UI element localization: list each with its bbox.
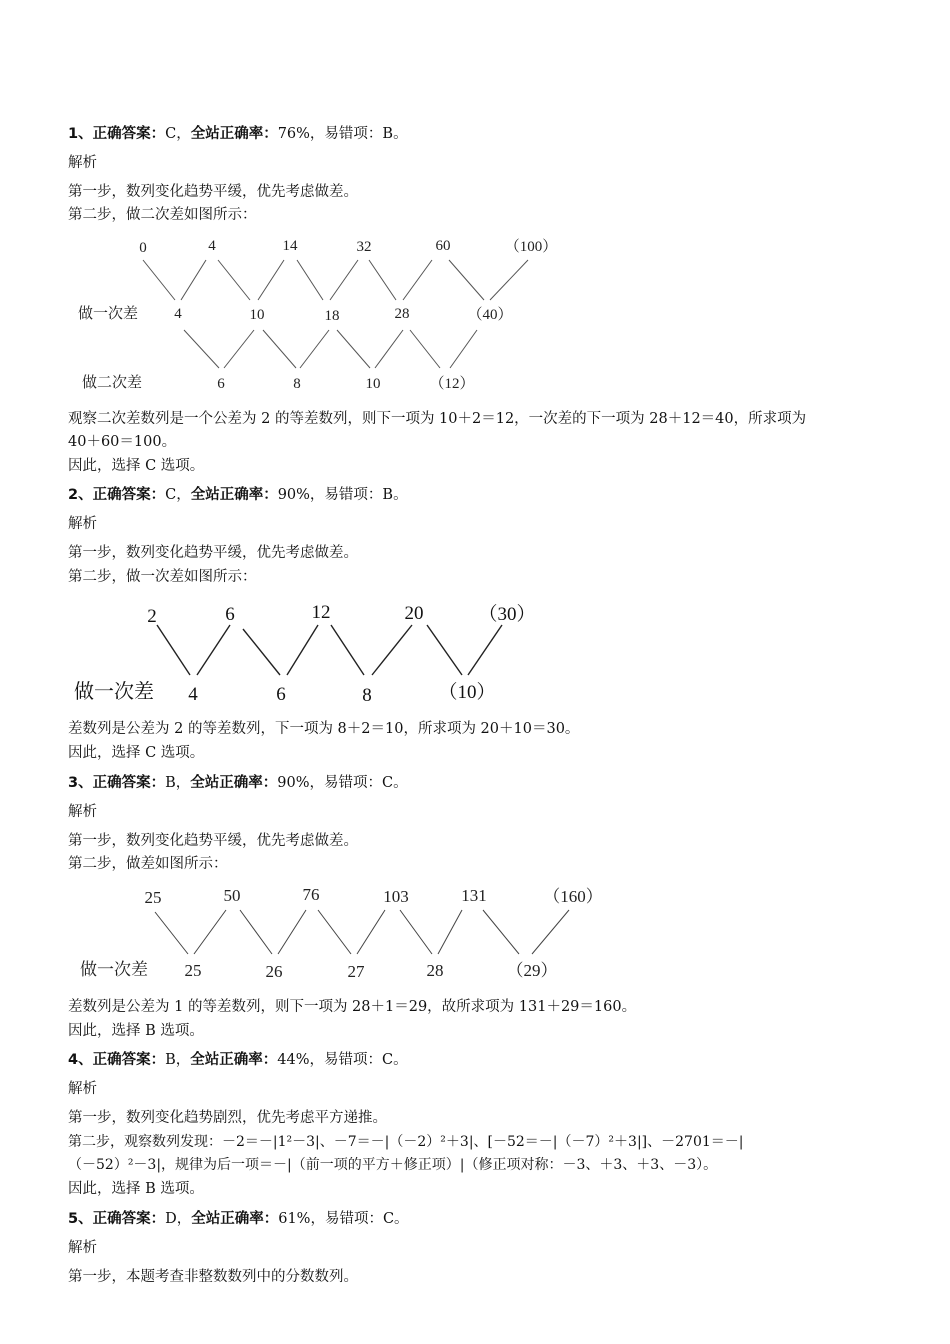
q1-step2: 第二步，做二次差如图所示： xyxy=(68,207,257,223)
q3-row0-term: 50 xyxy=(223,886,241,905)
q2-analysis-title: 解析 xyxy=(68,516,97,532)
q1-row0-term: 0 xyxy=(139,240,147,256)
q3-difference-diagram xyxy=(0,880,950,985)
q2-row1-term: 6 xyxy=(276,684,286,705)
q1-row1-term: 10 xyxy=(249,307,265,323)
q5-answer-label: 正确答案： xyxy=(92,1211,166,1227)
q1-row2-term: 8 xyxy=(293,376,301,392)
q3-row0-term: 131 xyxy=(461,886,487,905)
q2-row0-term: 20 xyxy=(404,603,424,624)
q1-conclusion: 因此，选择 C 选项。 xyxy=(68,458,205,474)
q3-conclusion: 因此，选择 B 选项。 xyxy=(68,1023,204,1039)
q5-analysis-title: 解析 xyxy=(68,1240,97,1256)
q4-answer-label: 正确答案： xyxy=(92,1052,166,1068)
q1-answer: C， xyxy=(165,126,191,142)
q4-number: 4、 xyxy=(68,1052,93,1068)
q2-row1-term: 4 xyxy=(188,684,198,705)
q3-rate: 90%，易错项：C。 xyxy=(277,775,408,791)
q3-step2: 第二步，做差如图所示： xyxy=(68,856,228,872)
q1-row0-term: 32 xyxy=(356,239,372,255)
q3-row1-term: 25 xyxy=(184,961,202,980)
q3-analysis-title: 解析 xyxy=(68,804,97,820)
q2-step2: 第二步，做一次差如图所示： xyxy=(68,569,257,585)
q1-header xyxy=(68,124,408,144)
q1-second-diff-label: 做二次差 xyxy=(82,373,143,391)
q4-analysis-title: 解析 xyxy=(68,1081,97,1097)
q3-answer: B， xyxy=(165,775,191,791)
q1-observation-cont: 40＋60＝100。 xyxy=(68,434,177,450)
q1-observation: 观察二次差数列是一个公差为 2 的等差数列，则下一项为 10＋2＝12，一次差的下一项为 28＋12＝40，所求项为 xyxy=(68,411,807,427)
q2-row0-term: 2 xyxy=(147,606,157,627)
q1-row0-term: 14 xyxy=(282,238,298,254)
q2-rate: 90%，易错项：B。 xyxy=(277,487,408,503)
q1-row1-term: （40） xyxy=(467,307,513,323)
q5-answer: D， xyxy=(165,1211,192,1227)
q2-row1-term: （10） xyxy=(438,682,496,703)
q4-step2: 第二步，观察数列发现：－2＝－|1²－3|、－7＝－|（－2）²＋3|、[－52＝－|（－7）²＋3|]、－2701＝－| xyxy=(68,1134,744,1150)
q1-step1: 第一步，数列变化趋势平缓，优先考虑做差。 xyxy=(68,184,358,200)
q3-step1: 第一步，数列变化趋势平缓，优先考虑做差。 xyxy=(68,833,358,849)
q1-row1-term: 28 xyxy=(394,306,410,322)
q2-diagram-lines xyxy=(157,625,502,675)
q1-row0-term: （100） xyxy=(504,239,558,255)
q5-step1: 第一步，本题考查非整数数列中的分数数列。 xyxy=(68,1269,358,1285)
q4-header xyxy=(68,1050,408,1070)
q3-row1-term: （29） xyxy=(506,961,558,980)
q4-step2-cont: （－52）²－3|，规律为后一项＝－|（前一项的平方＋修正项）|（修正项对称：－3、＋3、＋3、－3）。 xyxy=(68,1157,718,1173)
q1-answer-label: 正确答案： xyxy=(92,126,166,142)
q3-answer-label: 正确答案： xyxy=(92,775,166,791)
q2-rate-label: 全站正确率： xyxy=(190,487,278,503)
q4-rate-label: 全站正确率： xyxy=(190,1052,278,1068)
q2-row0-term: （30） xyxy=(478,604,536,625)
q3-header xyxy=(68,773,408,793)
q3-row1-term: 28 xyxy=(426,961,444,980)
q1-row0-term: 60 xyxy=(435,238,451,254)
q2-step1: 第一步，数列变化趋势平缓，优先考虑做差。 xyxy=(68,545,358,561)
q5-rate-label: 全站正确率： xyxy=(191,1211,279,1227)
q2-row0-term: 6 xyxy=(225,604,235,625)
q3-row1-term: 27 xyxy=(347,962,365,981)
q1-row2-term: （12） xyxy=(429,376,475,392)
q2-difference-diagram xyxy=(0,595,950,710)
q2-first-diff-label: 做一次差 xyxy=(74,679,154,703)
q1-row0-term: 4 xyxy=(208,238,216,254)
q1-analysis-title: 解析 xyxy=(68,155,97,171)
q3-diagram-lines xyxy=(155,910,569,954)
q4-answer: B， xyxy=(165,1052,191,1068)
q4-step1: 第一步，数列变化趋势剧烈，优先考虑平方递推。 xyxy=(68,1110,387,1126)
q3-row0-term: 25 xyxy=(144,888,162,907)
q1-row1-term: 4 xyxy=(174,306,182,322)
q3-row0-term: 76 xyxy=(302,885,320,904)
q5-header xyxy=(68,1209,409,1229)
q2-answer-label: 正确答案： xyxy=(92,487,166,503)
q3-row1-term: 26 xyxy=(265,962,283,981)
q5-number: 5、 xyxy=(68,1211,93,1227)
q2-answer: C， xyxy=(165,487,191,503)
q1-difference-diagram xyxy=(0,230,950,400)
q1-row1-term: 18 xyxy=(324,308,340,324)
q3-number: 3、 xyxy=(68,775,93,791)
q1-number: 1、 xyxy=(68,126,93,142)
q5-rate: 61%，易错项：C。 xyxy=(278,1211,409,1227)
q1-rate-label: 全站正确率： xyxy=(190,126,278,142)
q3-first-diff-label: 做一次差 xyxy=(80,960,148,980)
q3-row0-term: （160） xyxy=(543,887,603,906)
q2-conclusion: 因此，选择 C 选项。 xyxy=(68,745,205,761)
q3-row0-term: 103 xyxy=(383,887,409,906)
q3-rate-label: 全站正确率： xyxy=(190,775,278,791)
q2-number: 2、 xyxy=(68,487,93,503)
q4-rate: 44%，易错项：C。 xyxy=(277,1052,408,1068)
q2-header xyxy=(68,485,408,505)
q1-row2-term: 10 xyxy=(365,376,381,392)
q3-observation: 差数列是公差为 1 的等差数列，则下一项为 28＋1＝29，故所求项为 131＋29＝160。 xyxy=(68,999,637,1015)
q2-observation: 差数列是公差为 2 的等差数列，下一项为 8＋2＝10，所求项为 20＋10＝30。 xyxy=(68,721,580,737)
q2-row0-term: 12 xyxy=(311,602,331,623)
q4-conclusion: 因此，选择 B 选项。 xyxy=(68,1181,204,1197)
q1-first-diff-label: 做一次差 xyxy=(78,304,139,322)
q1-row2-term: 6 xyxy=(217,376,225,392)
q2-row1-term: 8 xyxy=(362,685,372,706)
q1-rate: 76%，易错项：B。 xyxy=(277,126,408,142)
